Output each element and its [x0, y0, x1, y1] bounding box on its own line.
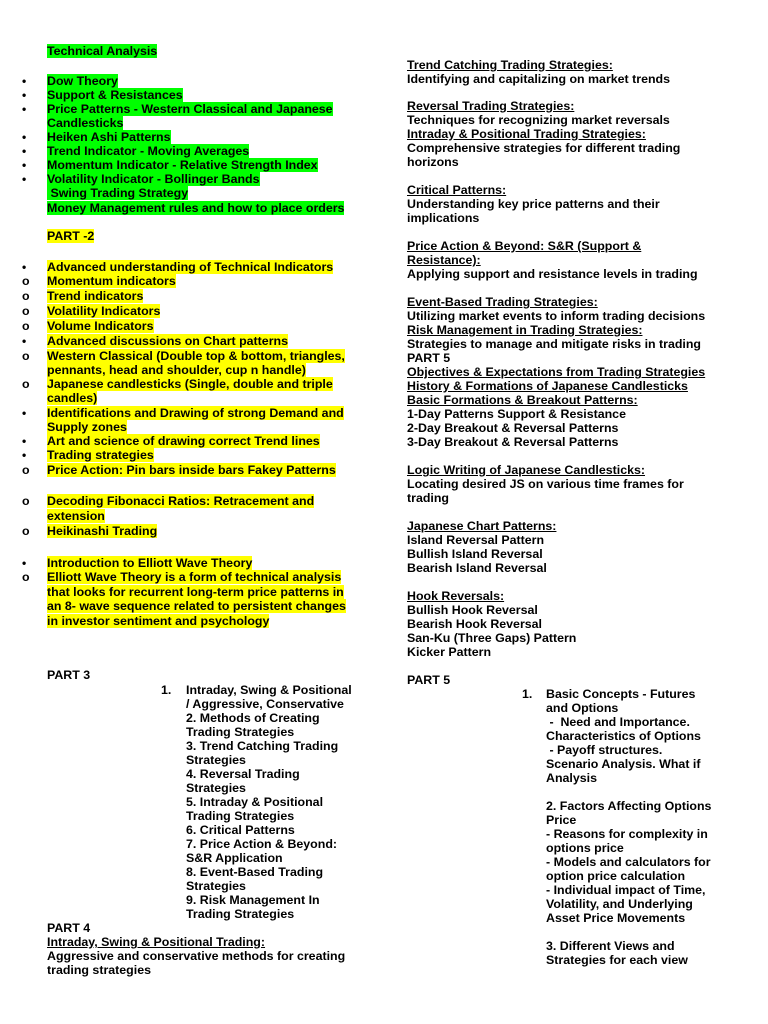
section-text: Island Reversal Pattern: [407, 533, 545, 547]
list-item: Introduction to Elliott Wave Theory: [47, 556, 253, 570]
section-text: Techniques for recognizing market reversals: [407, 113, 670, 127]
bullet-icon: •: [22, 334, 27, 348]
sub-bullet-icon: o: [22, 524, 30, 538]
section-text: horizons: [407, 155, 459, 169]
list-item: Characteristics of Options: [546, 729, 701, 743]
part4-heading: PART 4: [47, 921, 91, 935]
list-item: Swing Trading Strategy: [47, 186, 189, 200]
list-item: Heiken Ashi Patterns: [47, 130, 171, 144]
list-item-continued: Candlesticks: [47, 116, 124, 130]
section-text: Strategies to manage and mitigate risks in trading: [407, 337, 702, 351]
list-item-continued: an 8- wave sequence related to persistent changes: [47, 599, 346, 613]
list-item-continued: Trading Strategies: [186, 907, 295, 921]
list-item: Japanese candlesticks (Single, double and triple: [47, 377, 333, 391]
list-item: - Payoff structures.: [546, 743, 663, 757]
list-item: Support & Resistances: [47, 88, 183, 102]
list-item: Momentum Indicator - Relative Strength Index: [47, 158, 318, 172]
list-item: 2. Methods of Creating: [186, 711, 320, 725]
section-heading: Basic Formations & Breakout Patterns:: [407, 393, 638, 407]
list-item: Trading strategies: [47, 448, 154, 462]
section-text: Bearish Island Reversal: [407, 561, 547, 575]
list-item-continued: Analysis: [546, 771, 597, 785]
part3-heading: PART 3: [47, 668, 91, 682]
section-heading: Hook Reversals:: [407, 589, 505, 603]
section-text: 2-Day Breakout & Reversal Patterns: [407, 421, 619, 435]
section-text: Bearish Hook Reversal: [407, 617, 542, 631]
bullet-icon: •: [22, 74, 27, 88]
sub-bullet-icon: o: [22, 494, 30, 508]
list-item: Scenario Analysis. What if: [546, 757, 701, 771]
sub-bullet-icon: o: [22, 289, 30, 303]
section-text: Kicker Pattern: [407, 645, 492, 659]
list-item: Heikinashi Trading: [47, 524, 158, 538]
section-heading: Trend Catching Trading Strategies:: [407, 58, 613, 72]
section-text: Bullish Island Reversal: [407, 547, 543, 561]
list-item: - Need and Importance.: [546, 715, 690, 729]
sub-bullet-icon: o: [22, 463, 30, 477]
list-item-continued: Asset Price Movements: [546, 911, 686, 925]
list-item: Advanced understanding of Technical Indicators: [47, 260, 334, 274]
section-heading: Event-Based Trading Strategies:: [407, 295, 598, 309]
list-item: Dow Theory: [47, 74, 118, 88]
section-heading: Objectives & Expectations from Trading Strategies: [407, 365, 706, 379]
list-item: Volume Indicators: [47, 319, 154, 333]
list-item: Elliott Wave Theory is a form of technical analysis: [47, 570, 342, 584]
list-item: Money Management rules and how to place orders: [47, 201, 345, 215]
bullet-icon: •: [22, 102, 27, 116]
list-item: 9. Risk Management In: [186, 893, 320, 907]
section-text: Locating desired JS on various time frames for: [407, 477, 684, 491]
list-item: Momentum indicators: [47, 274, 176, 288]
bullet-icon: •: [22, 172, 27, 186]
list-item: 7. Price Action & Beyond:: [186, 837, 338, 851]
section-heading: Japanese Chart Patterns:: [407, 519, 557, 533]
list-item-continued: pennants, head and shoulder, cup n handle): [47, 363, 306, 377]
list-item-continued: in investor sentiment and psychology: [47, 614, 270, 628]
list-item-continued: option price calculation: [546, 869, 686, 883]
part4-description: trading strategies: [47, 963, 151, 977]
part-heading: PART 5: [407, 351, 451, 365]
section-heading: Resistance):: [407, 253, 481, 267]
part5-heading: PART 5: [407, 673, 451, 687]
section-heading: Price Action & Beyond: S&R (Support &: [407, 239, 642, 253]
sub-bullet-icon: o: [22, 304, 30, 318]
list-item-continued: Strategies: [186, 753, 246, 767]
list-item: Trend Indicator - Moving Averages: [47, 144, 250, 158]
sub-bullet-icon: o: [22, 349, 30, 363]
list-item-continued: / Aggressive, Conservative: [186, 697, 344, 711]
list-item: Advanced discussions on Chart patterns: [47, 334, 288, 348]
section-heading: Reversal Trading Strategies:: [407, 99, 575, 113]
section-text: Understanding key price patterns and their: [407, 197, 660, 211]
list-item-continued: Trading Strategies: [186, 809, 295, 823]
section-text: Comprehensive strategies for different trading: [407, 141, 681, 155]
section-text: Identifying and capitalizing on market trends: [407, 72, 670, 86]
list-item: Intraday, Swing & Positional: [186, 683, 352, 697]
sub-bullet-icon: o: [22, 274, 30, 288]
list-item-continued: that looks for recurrent long-term price patterns in: [47, 585, 344, 599]
section-text: Applying support and resistance levels in trading: [407, 267, 698, 281]
list-item: - Individual impact of Time,: [546, 883, 706, 897]
list-item: Decoding Fibonacci Ratios: Retracement and: [47, 494, 315, 508]
list-item: 3. Trend Catching Trading: [186, 739, 339, 753]
list-item: Volatility Indicators: [47, 304, 161, 318]
list-item-continued: and Options: [546, 701, 619, 715]
bullet-icon: •: [22, 434, 27, 448]
list-item-continued: Price: [546, 813, 577, 827]
section-heading: Logic Writing of Japanese Candlesticks:: [407, 463, 645, 477]
list-item: 2. Factors Affecting Options: [546, 799, 712, 813]
section-text: Utilizing market events to inform trading decisions: [407, 309, 706, 323]
list-item-continued: Strategies: [186, 781, 246, 795]
list-item: 6. Critical Patterns: [186, 823, 295, 837]
sub-bullet-icon: o: [22, 377, 30, 391]
section-text: Bullish Hook Reversal: [407, 603, 538, 617]
part4-description: Aggressive and conservative methods for creating: [47, 949, 346, 963]
list-item: - Reasons for complexity in: [546, 827, 708, 841]
list-item: 5. Intraday & Positional: [186, 795, 324, 809]
section-text: San-Ku (Three Gaps) Pattern: [407, 631, 577, 645]
section-heading: Critical Patterns:: [407, 183, 507, 197]
bullet-icon: •: [22, 406, 27, 420]
bullet-icon: •: [22, 144, 27, 158]
list-item: 8. Event-Based Trading: [186, 865, 324, 879]
bullet-icon: •: [22, 260, 27, 274]
section-heading: History & Formations of Japanese Candlesticks: [407, 379, 688, 393]
bullet-icon: •: [22, 88, 27, 102]
list-item-continued: Strategies: [186, 879, 246, 893]
section-heading: Intraday & Positional Trading Strategies:: [407, 127, 646, 141]
list-item-continued: options price: [546, 841, 624, 855]
part2-heading: PART -2: [47, 229, 95, 243]
list-item-continued: Strategies for each view: [546, 953, 688, 967]
list-number: 1.: [522, 687, 533, 701]
list-item: Art and science of drawing correct Trend lines: [47, 434, 320, 448]
list-item: Western Classical (Double top & bottom, triangles,: [47, 349, 345, 363]
list-item-continued: Volatility, and Underlying: [546, 897, 693, 911]
list-item-continued: S&R Application: [186, 851, 283, 865]
list-item: - Models and calculators for: [546, 855, 711, 869]
sub-bullet-icon: o: [22, 319, 30, 333]
section-text: implications: [407, 211, 480, 225]
section-heading: Risk Management in Trading Strategies:: [407, 323, 643, 337]
list-item-continued: candles): [47, 391, 98, 405]
list-item: Basic Concepts - Futures: [546, 687, 696, 701]
sub-bullet-icon: o: [22, 570, 30, 584]
bullet-icon: •: [22, 130, 27, 144]
section-text: trading: [407, 491, 449, 505]
section-text: 3-Day Breakout & Reversal Patterns: [407, 435, 619, 449]
list-item: Price Patterns - Western Classical and Japanese: [47, 102, 333, 116]
part4-subheading: Intraday, Swing & Positional Trading:: [47, 935, 266, 949]
page-title: Technical Analysis: [47, 44, 158, 58]
list-item: Trend indicators: [47, 289, 144, 303]
list-item: 3. Different Views and: [546, 939, 675, 953]
list-item: Identifications and Drawing of strong Demand and: [47, 406, 344, 420]
bullet-icon: •: [22, 158, 27, 172]
list-item: 4. Reversal Trading: [186, 767, 300, 781]
list-item-continued: extension: [47, 509, 105, 523]
list-item-continued: Supply zones: [47, 420, 127, 434]
list-item-continued: Trading Strategies: [186, 725, 295, 739]
bullet-icon: •: [22, 448, 27, 462]
section-text: 1-Day Patterns Support & Resistance: [407, 407, 626, 421]
list-item: Price Action: Pin bars inside bars Fakey Patterns: [47, 463, 336, 477]
bullet-icon: •: [22, 556, 27, 570]
list-number: 1.: [161, 683, 172, 697]
list-item: Volatility Indicator - Bollinger Bands: [47, 172, 260, 186]
